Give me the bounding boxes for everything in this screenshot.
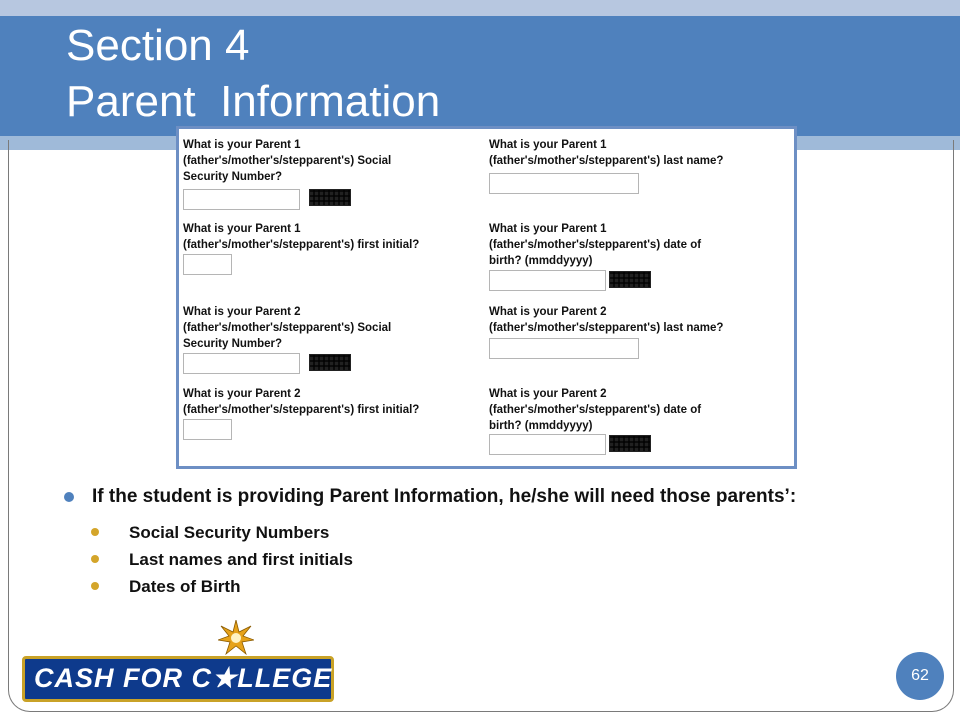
question-line: What is your Parent 2 — [489, 306, 607, 318]
question-line: (father's/mother's/stepparent's) date of — [489, 239, 702, 251]
slide-title — [66, 18, 440, 130]
parent1-first-initial-input[interactable] — [183, 254, 232, 275]
question-parent2-ssn — [183, 304, 391, 352]
sub-bullet-list — [62, 519, 922, 600]
question-line: (father's/mother's/stepparent's) date of — [489, 404, 702, 416]
page-number-badge: 62 — [896, 652, 944, 700]
title-line-1: Section 4 — [66, 21, 250, 70]
question-line: (father's/mother's/stepparent's) first initial? — [183, 239, 420, 251]
question-line: birth? (mmddyyyy) — [489, 420, 593, 432]
keyboard-icon[interactable] — [609, 271, 651, 288]
question-line: What is your Parent 1 — [489, 139, 607, 151]
question-line: What is your Parent 2 — [183, 388, 301, 400]
question-line: Security Number? — [183, 338, 283, 350]
question-parent1-last-name — [489, 137, 723, 169]
keyboard-icon[interactable] — [309, 189, 351, 206]
bullet-list — [62, 484, 922, 600]
parent1-dob-input[interactable] — [489, 270, 606, 291]
parent1-ssn-input[interactable] — [183, 189, 300, 210]
bullet-main-text: If the student is providing Parent Information, he/she will need those parents’: — [92, 486, 797, 507]
sub-bullet-dot — [91, 528, 99, 536]
form-screenshot-panel — [176, 126, 797, 469]
sub-bullet — [62, 573, 922, 600]
parent1-last-name-input[interactable] — [489, 173, 639, 194]
bullet-main — [62, 484, 922, 509]
question-line: (father's/mother's/stepparent's) last name? — [489, 322, 724, 334]
question-line: What is your Parent 1 — [183, 139, 301, 151]
logo-text: CASH FOR C★LLEGE — [34, 663, 333, 693]
cash-for-college-logo — [22, 620, 338, 706]
sub-bullet-dot — [91, 555, 99, 563]
parent2-dob-input[interactable] — [489, 434, 606, 455]
parent2-ssn-input[interactable] — [183, 353, 300, 374]
question-line: What is your Parent 2 — [183, 306, 301, 318]
question-line: (father's/mother's/stepparent's) first initial? — [183, 404, 420, 416]
sub-bullet — [62, 546, 922, 573]
question-line: (father's/mother's/stepparent's) Social — [183, 155, 392, 167]
bullet-dot — [64, 492, 74, 502]
sub-bullet-dot — [91, 582, 99, 590]
question-line: What is your Parent 2 — [489, 388, 607, 400]
question-line: (father's/mother's/stepparent's) Social — [183, 322, 392, 334]
question-line: (father's/mother's/stepparent's) last name? — [489, 155, 724, 167]
question-line: What is your Parent 1 — [183, 223, 301, 235]
question-line: Security Number? — [183, 171, 283, 183]
title-line-2: Parent Information — [66, 77, 441, 126]
keyboard-icon[interactable] — [609, 435, 651, 452]
question-parent1-ssn — [183, 137, 391, 185]
question-parent2-first-initial — [183, 386, 419, 418]
parent2-last-name-input[interactable] — [489, 338, 639, 359]
question-parent1-first-initial — [183, 221, 419, 253]
question-parent1-dob — [489, 221, 701, 269]
sub-bullet-text: Last names and first initials — [129, 550, 353, 569]
keyboard-icon[interactable] — [309, 354, 351, 371]
sub-bullet-text: Dates of Birth — [129, 577, 241, 596]
question-line: What is your Parent 1 — [489, 223, 607, 235]
question-parent2-last-name — [489, 304, 723, 336]
question-line: birth? (mmddyyyy) — [489, 255, 593, 267]
sub-bullet — [62, 519, 922, 546]
sub-bullet-text: Social Security Numbers — [129, 523, 330, 542]
star-icon — [218, 620, 254, 656]
question-parent2-dob — [489, 386, 701, 434]
top-strip — [0, 0, 960, 16]
parent2-first-initial-input[interactable] — [183, 419, 232, 440]
